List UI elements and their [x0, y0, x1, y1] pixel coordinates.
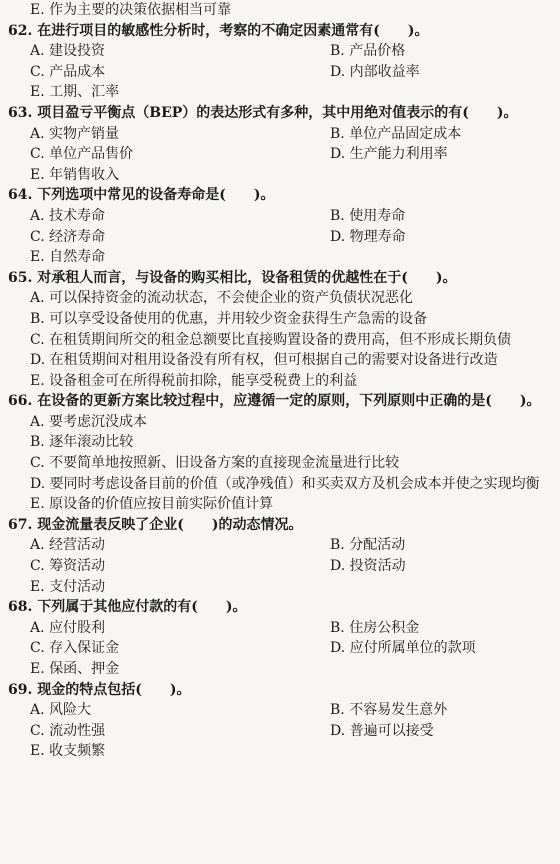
option-c: C. 产品成本 — [30, 63, 106, 80]
option-a: A. 风险大 — [30, 702, 92, 719]
option-e: E. 自然寿命 — [30, 249, 106, 266]
option-c: C. 流动性强 — [30, 722, 106, 739]
option-a: A. 技术寿命 — [30, 207, 106, 224]
option-b: B. 住房公积金 — [330, 619, 420, 636]
option-e: E. 保函、押金 — [30, 661, 120, 677]
option-e-prev: E. 作为主要的决策依据相当可靠 — [30, 2, 232, 18]
option-e: E. 支付活动 — [30, 578, 106, 595]
question-67: 67. 现金流量表反映了企业( )的动态情况。 — [8, 516, 303, 533]
option-a: A. 经营活动 — [30, 537, 106, 554]
option-d: D. 在租赁期间对租用设备没有所有权，但可根据自己的需要对设备进行改造 — [30, 352, 498, 369]
option-d: D. 物理寿命 — [330, 228, 406, 245]
option-b: B. 逐年滚动比较 — [30, 434, 134, 451]
question-62: 62. 在进行项目的敏感性分析时，考察的不确定因素通常有( )。 — [8, 22, 429, 39]
question-63: 63. 项目盈亏平衡点（BEP）的表达形式有多种，其中用绝对值表示的有( )。 — [8, 104, 518, 121]
option-d: D. 投资活动 — [330, 558, 406, 575]
options-row — [8, 208, 554, 224]
options-row — [8, 620, 554, 636]
option-e: E. 原设备的价值应按目前实际价值计算 — [30, 496, 274, 513]
option-b: B. 产品价格 — [330, 43, 406, 60]
option-b: B. 可以享受设备使用的优惠，并用较少资金获得生产急需的设备 — [30, 310, 428, 327]
option-d: D. 普遍可以接受 — [330, 722, 434, 739]
option-b: B. 使用寿命 — [330, 207, 406, 224]
option-d: D. 应付所属单位的款项 — [330, 640, 476, 657]
question-69: 69. 现金的特点包括( )。 — [8, 681, 191, 698]
options-row — [8, 640, 554, 656]
options-row — [8, 229, 554, 245]
option-a: A. 实物产销量 — [30, 125, 120, 142]
exam-page — [0, 2, 560, 864]
option-c: C. 存入保证金 — [30, 640, 120, 657]
options-row — [8, 723, 554, 739]
option-d: D. 要同时考虑设备目前的价值（或净残值）和买卖双方及机会成本并使之实现均衡 — [30, 475, 540, 492]
options-row — [8, 558, 554, 574]
option-e: E. 年销售收入 — [30, 166, 120, 183]
option-a: A. 应付股利 — [30, 619, 106, 636]
option-a: A. 要考虑沉没成本 — [30, 413, 148, 430]
option-d: D. 内部收益率 — [330, 63, 420, 80]
options-row — [8, 146, 554, 162]
option-c: C. 经济寿命 — [30, 228, 106, 245]
options-row — [8, 43, 554, 59]
option-b: B. 分配活动 — [330, 537, 406, 554]
option-b: B. 单位产品固定成本 — [330, 125, 462, 142]
option-a: A. 建设投资 — [30, 43, 106, 60]
question-68: 68. 下列属于其他应付款的有( )。 — [8, 599, 247, 616]
option-c: C. 单位产品售价 — [30, 146, 134, 163]
options-row — [8, 702, 554, 718]
option-b: B. 不容易发生意外 — [330, 702, 448, 719]
question-65: 65. 对承租人而言，与设备的购买相比，设备租赁的优越性在于( )。 — [8, 269, 457, 286]
option-e: E. 设备租金可在所得税前扣除，能享受税费上的利益 — [30, 372, 358, 389]
question-66: 66. 在设备的更新方案比较过程中，应遵循一定的原则，下列原则中正确的是( )。 — [8, 393, 541, 410]
option-d: D. 生产能力利用率 — [330, 146, 448, 163]
option-c: C. 在租赁期间所交的租金总额要比直接购置设备的费用高，但不形成长期负债 — [30, 331, 512, 348]
option-c: C. 筹资活动 — [30, 558, 106, 575]
option-c: C. 不要简单地按照新、旧设备方案的直接现金流量进行比较 — [30, 455, 400, 472]
option-a: A. 可以保持资金的流动状态，不会使企业的资产负债状况恶化 — [30, 290, 414, 307]
options-row — [8, 126, 554, 142]
question-64: 64. 下列选项中常见的设备寿命是( )。 — [8, 187, 275, 204]
options-row — [8, 64, 554, 80]
option-e: E. 收支频繁 — [30, 743, 106, 760]
options-row — [8, 537, 554, 553]
option-e: E. 工期、汇率 — [30, 84, 120, 101]
